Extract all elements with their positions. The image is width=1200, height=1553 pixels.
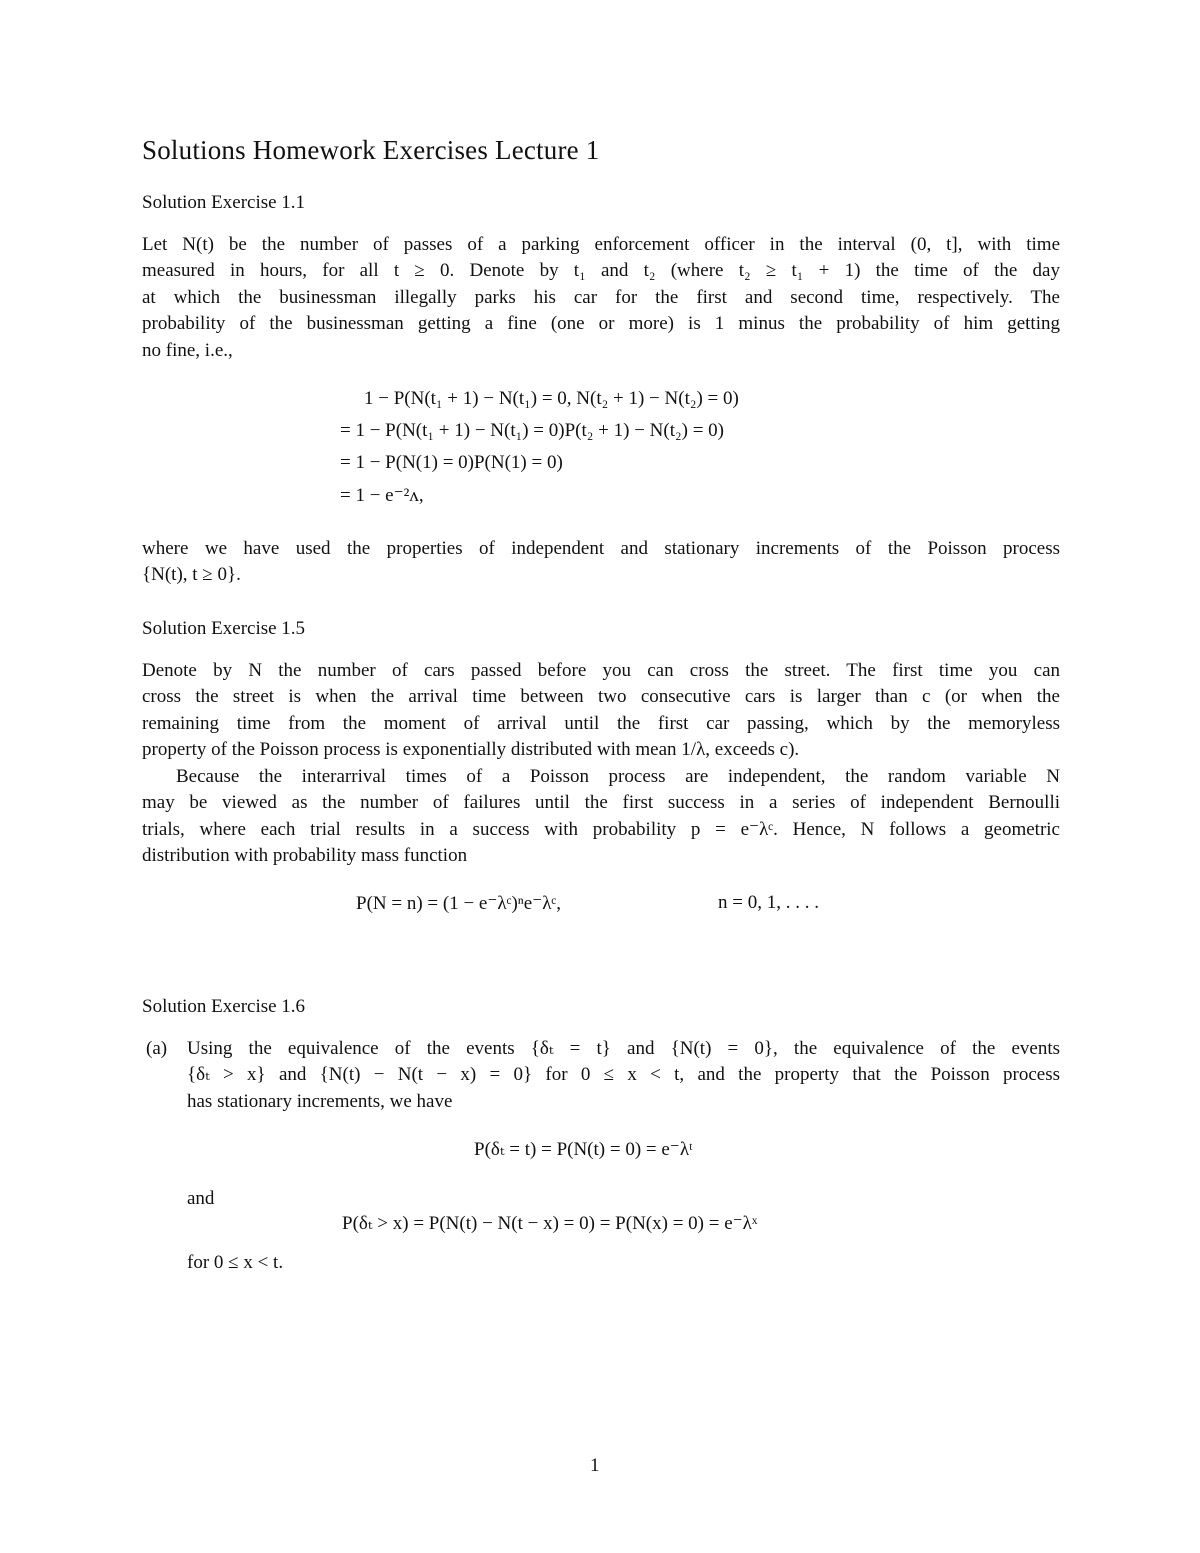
- page-number: 1: [590, 1455, 600, 1476]
- equation-line: = 1 − e⁻²ᴧ,: [340, 485, 424, 506]
- closing-text: for 0 ≤ x < t.: [187, 1252, 284, 1273]
- text-line: Let N(t) be the number of passes of a parking enforcement officer in the interval (0, t], with time: [142, 234, 1060, 255]
- text-line: cross the street is when the arrival time between two consecutive cars is larger than c (or when the: [142, 686, 1060, 708]
- text-line: {N(t), t ≥ 0}.: [142, 564, 241, 586]
- section-heading-1-5: Solution Exercise 1.5: [142, 618, 306, 639]
- text-line: has stationary increments, we have: [187, 1090, 453, 1112]
- equation-range: n = 0, 1, . . . .: [718, 892, 819, 913]
- document-title: Solutions Homework Exercises Lecture 1: [142, 135, 600, 165]
- text-line: Denote by N the number of cars passed before you can cross the street. The first time you can: [142, 660, 1060, 681]
- equation-delta-gt: P(δₜ > x) = P(N(t) − N(t − x) = 0) = P(N(x) = 0) = e⁻λˣ: [342, 1213, 758, 1234]
- text-line: trials, where each trial results in a success with probability p = e⁻λᶜ. Hence, N follows a geometric: [142, 818, 1060, 840]
- text-line: may be viewed as the number of failures until the first success in a series of independent Bernoulli: [142, 792, 1060, 814]
- paragraph-1-1: [142, 232, 1060, 364]
- text-line: Because the interarrival times of a Poisson process are independent, the random variable N: [176, 766, 1060, 787]
- text-line: probability of the businessman getting a fine (one or more) is 1 minus the probability of him getting: [142, 313, 1060, 335]
- equation-line: = 1 − P(N(1) = 0)P(N(1) = 0): [340, 452, 563, 473]
- text-line: no fine, i.e.,: [142, 339, 233, 361]
- text-line: distribution with probability mass function: [142, 845, 468, 867]
- text-line: {δₜ > x} and {N(t) − N(t − x) = 0} for 0 ≤ x < t, and the property that the Poisson process: [187, 1064, 1060, 1086]
- paragraph-1-5-a: [142, 658, 1060, 764]
- text-line: remaining time from the moment of arrival until the first car passing, which by the memoryless: [142, 712, 1060, 734]
- equation-line: 1 − P(N(t₁ + 1) − N(t₁) = 0, N(t₂ + 1) − N(t₂) = 0): [364, 388, 739, 409]
- text-line: property of the Poisson process is exponentially distributed with mean 1/λ, exceeds c).: [142, 739, 800, 761]
- section-heading-1-1: Solution Exercise 1.1: [142, 192, 306, 213]
- equation-pmf: P(N = n) = (1 − e⁻λᶜ)ⁿe⁻λᶜ,: [356, 893, 562, 914]
- text-line: where we have used the properties of independent and stationary increments of the Poisson process: [142, 538, 1060, 559]
- section-heading-1-6: Solution Exercise 1.6: [142, 996, 306, 1017]
- item-body: [187, 1036, 1060, 1115]
- and-text: and: [187, 1188, 215, 1209]
- equation-delta-eq: P(δₜ = t) = P(N(t) = 0) = e⁻λᵗ: [474, 1139, 693, 1160]
- text-line: measured in hours, for all t ≥ 0. Denote by t₁ and t₂ (where t₂ ≥ t₁ + 1) the time of the day: [142, 260, 1060, 282]
- paragraph-1-1-after: [142, 536, 1060, 589]
- item-label: (a): [146, 1038, 168, 1059]
- equation-line: = 1 − P(N(t₁ + 1) − N(t₁) = 0)P(t₂ + 1) − N(t₂) = 0): [340, 420, 724, 441]
- text-line: Using the equivalence of the events {δₜ = t} and {N(t) = 0}, the equivalence of the events: [187, 1038, 1060, 1059]
- text-line: at which the businessman illegally parks his car for the first and second time, respectively. The: [142, 286, 1060, 308]
- paragraph-1-5-b: [142, 764, 1060, 870]
